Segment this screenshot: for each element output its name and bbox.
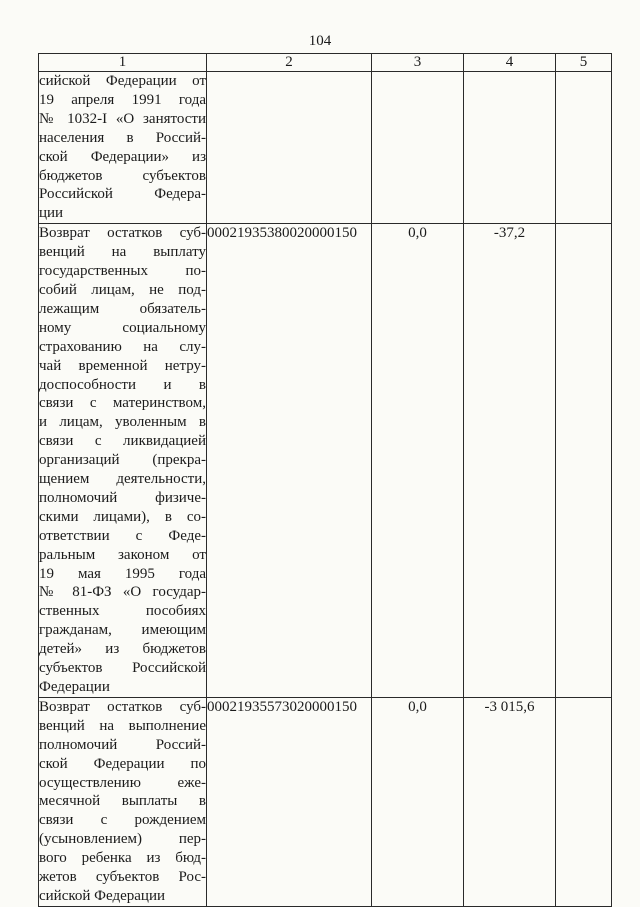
row-name-line: сийской Федерации от	[39, 73, 206, 89]
row-col3-cell: 0,0	[372, 224, 464, 698]
row-name-line: полномочий Россий-	[39, 736, 206, 753]
row-col3-cell	[372, 72, 464, 224]
row-name-line: Возврат остатков суб-	[39, 225, 206, 242]
row-name-line: лежащим обязатель-	[39, 300, 206, 317]
row-name-line: ному социальному	[39, 319, 206, 336]
row-name-line: собий лицам, не под-	[39, 281, 206, 298]
row-name-line: населения в Россий-	[39, 129, 206, 146]
row-col5-cell	[556, 72, 612, 224]
row-name-cell	[39, 697, 207, 906]
row-name-line: субъектов Российской	[39, 660, 206, 677]
row-name-line: Федерации	[39, 679, 110, 695]
row-name-line: 19 апреля 1991 года	[39, 91, 206, 108]
row-name-line: ответствии с Феде-	[39, 527, 206, 544]
row-name-line: связи с ликвидацией	[39, 433, 206, 450]
row-name-line: Российской Федера-	[39, 186, 206, 203]
row-name-line: сийской Федерации	[39, 887, 166, 904]
column-header: 2	[207, 54, 372, 72]
row-name-line: ской Федерации по	[39, 755, 206, 772]
table-row	[39, 224, 612, 698]
row-code-cell: 00021935380020000150	[207, 224, 372, 698]
column-header: 3	[372, 54, 464, 72]
row-name-line: ственных пособиях	[39, 603, 206, 620]
table-header-row	[39, 54, 612, 72]
row-name-line: № 1032-I «О занятости	[39, 110, 206, 127]
row-name-line: и лицам, уволенным в	[39, 414, 206, 431]
row-name-line: Возврат остатков суб-	[39, 698, 206, 715]
row-name-line: вого ребенка из бюд-	[39, 850, 206, 867]
row-name-line: жетов субъектов Рос-	[39, 869, 206, 886]
row-name-line: скими лицами), в со-	[39, 508, 206, 525]
column-header: 4	[464, 54, 556, 72]
row-name-line: осуществлению еже-	[39, 774, 206, 791]
row-col4-cell: -37,2	[464, 224, 556, 698]
budget-table	[38, 53, 612, 907]
row-name-line: связи с материнством,	[39, 395, 206, 412]
row-name-line: месячной выплаты в	[39, 793, 206, 810]
row-name-line: щением деятельности,	[39, 471, 206, 488]
column-header: 1	[39, 54, 207, 72]
row-col5-cell	[556, 697, 612, 906]
table-row	[39, 697, 612, 906]
row-col3-cell: 0,0	[372, 697, 464, 906]
row-name-line: страхованию на слу-	[39, 338, 206, 355]
row-name-line: связи с рождением	[39, 812, 206, 829]
row-name-cell	[39, 72, 207, 224]
row-name-line: 19 мая 1995 года	[39, 565, 206, 582]
row-col4-cell: -3 015,6	[464, 697, 556, 906]
row-code-cell: 00021935573020000150	[207, 697, 372, 906]
row-col4-cell	[464, 72, 556, 224]
row-name-line: (усыновлением) пер-	[39, 831, 206, 848]
row-name-line: доспособности и в	[39, 376, 206, 393]
row-name-line: гражданам, имеющим	[39, 622, 206, 639]
row-name-line: полномочий физиче-	[39, 489, 206, 506]
row-name-line: ской Федерации» из	[39, 148, 206, 165]
row-name-line: детей» из бюджетов	[39, 641, 206, 658]
row-name-line: чай временной нетру-	[39, 357, 206, 374]
row-name-line: организаций (прекра-	[39, 452, 206, 469]
row-name-line: ции	[39, 205, 64, 222]
row-col5-cell	[556, 224, 612, 698]
row-name-line: бюджетов субъектов	[39, 167, 206, 184]
column-header: 5	[556, 54, 612, 72]
page-number: 104	[308, 33, 332, 49]
row-name-line: ральным законом от	[39, 546, 206, 563]
row-name-line: венций на выполнение	[39, 717, 206, 734]
row-name-cell	[39, 224, 207, 698]
row-code-cell	[207, 72, 372, 224]
row-name-line: венций на выплату	[39, 244, 206, 261]
row-name-line: № 81-ФЗ «О государ-	[39, 584, 206, 601]
row-name-line: государственных по-	[39, 263, 206, 280]
table-row	[39, 72, 612, 224]
